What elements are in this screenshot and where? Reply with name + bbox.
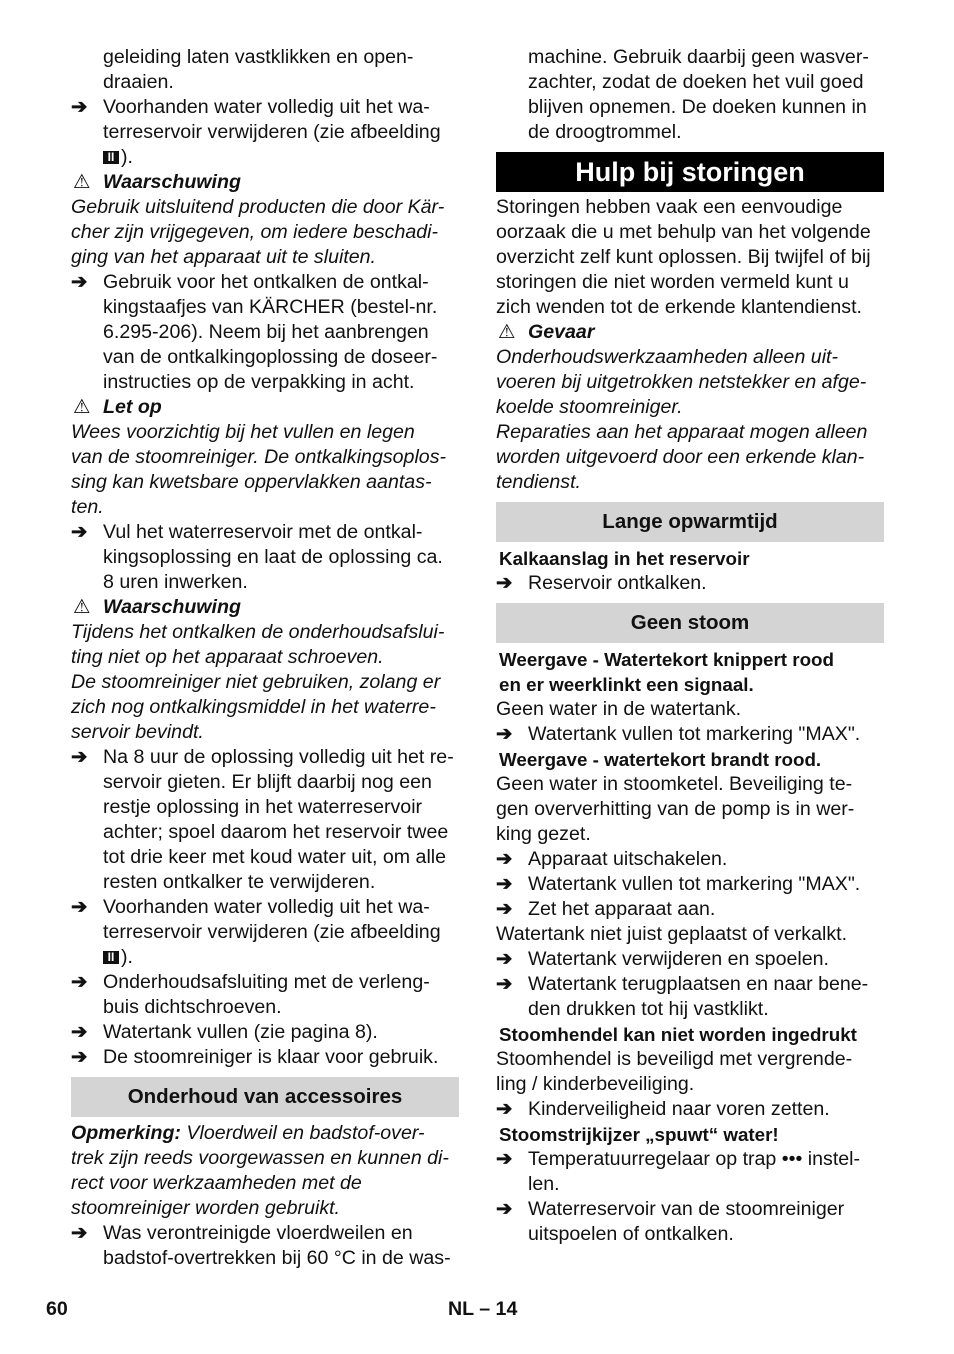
figure-reference-badge: II <box>103 151 119 164</box>
text-line: kingsoplossing en laat de oplossing ca. <box>103 546 443 568</box>
arrow-right-icon: ➔ <box>496 973 513 995</box>
note-line <box>71 1121 459 1146</box>
text-line: Watertank niet juist geplaatst of verkalkt. <box>496 923 848 945</box>
instruction-step <box>71 95 459 170</box>
left-column <box>71 45 459 1271</box>
text-line: Geen water in stoomketel. Beveiliging te- <box>496 773 853 795</box>
arrow-right-icon: ➔ <box>71 1021 88 1043</box>
instruction-step <box>496 847 884 872</box>
text-line: badstof-overtrekken bij 60 °C in de was- <box>103 1247 451 1269</box>
text-line: achter; spoel daarom het reservoir twee <box>103 821 449 843</box>
instruction-step <box>496 1147 884 1197</box>
page-number: 60 <box>46 1298 68 1320</box>
warning-heading <box>71 595 459 620</box>
instruction-step <box>496 947 884 972</box>
text-line: Onderhoudsafsluiting met de verleng- <box>103 971 430 993</box>
text-line: rect voor werkzaamheden met de <box>71 1172 362 1194</box>
instruction-step <box>71 1221 459 1271</box>
text-line: Voorhanden water volledig uit het wa- <box>103 896 430 918</box>
text-line: gen oververhitting van de pomp is in wer- <box>496 798 855 820</box>
text-line: overzicht zelf kunt oplossen. Bij twijfel of bij <box>496 246 871 268</box>
text-line: Kinderveiligheid naar voren zetten. <box>528 1098 830 1120</box>
text-line: Stoomhendel is beveiligd met vergrende- <box>496 1048 853 1070</box>
chapter-heading-storingen: Hulp bij storingen <box>496 152 884 192</box>
arrow-right-icon: ➔ <box>71 971 88 993</box>
problem-heading: Weergave - Watertekort knippert rood <box>499 649 834 670</box>
text-line: zachter, zodat de doeken het vuil goed <box>528 71 864 93</box>
warning-title: Waarschuwing <box>103 596 241 618</box>
text-line: voeren bij uitgetrokken netstekker en afge- <box>496 371 867 393</box>
warning-heading <box>71 170 459 195</box>
text-line: den drukken tot hij vastklikt. <box>528 998 769 1020</box>
text-line: geleiding laten vastklikken en open- <box>103 46 414 68</box>
arrow-right-icon: ➔ <box>496 948 513 970</box>
text-line: worden uitgevoerd door een erkende klan- <box>496 446 865 468</box>
problem-heading: Kalkaanslag in het reservoir <box>499 548 750 569</box>
problem-heading: Stoomstrijkijzer „spuwt“ water! <box>499 1124 779 1145</box>
text-line: Watertank terugplaatsen en naar bene- <box>528 973 869 995</box>
text-line: instructies op de verpakking in acht. <box>103 371 415 393</box>
caution-title: Let op <box>103 396 162 418</box>
text-line <box>103 945 459 970</box>
text-line: Onderhoudswerkzaamheden alleen uit- <box>496 346 839 368</box>
text-line: Was verontreinigde vloerdweilen en <box>103 1222 413 1244</box>
instruction-step <box>496 897 884 922</box>
text-line: Gebruik voor het ontkalken de ontkal- <box>103 271 429 293</box>
text-line: buis dichtschroeven. <box>103 996 282 1018</box>
text-line: 6.295-206). Neem bij het aanbrengen <box>103 321 429 343</box>
arrow-right-icon: ➔ <box>71 521 88 543</box>
warning-icon: ⚠ <box>498 321 516 343</box>
text-line: Temperatuurregelaar op trap ••• instel- <box>528 1148 861 1170</box>
warning-icon: ⚠ <box>73 396 91 418</box>
arrow-right-icon: ➔ <box>496 723 513 745</box>
text-line: len. <box>528 1173 560 1195</box>
text-line: ten. <box>71 496 104 518</box>
right-column <box>496 45 884 1247</box>
text-line: storingen die niet worden vermeld kunt u <box>496 271 849 293</box>
arrow-right-icon: ➔ <box>71 746 88 768</box>
section-heading-opwarmtijd: Lange opwarmtijd <box>496 502 884 542</box>
instruction-step <box>496 722 884 747</box>
instruction-step <box>71 520 459 595</box>
text-line: ging van het apparaat uit te sluiten. <box>71 246 377 268</box>
text-line: stoomreiniger worden gebruikt. <box>71 1197 341 1219</box>
text-line: koelde stoomreiniger. <box>496 396 683 418</box>
text-fragment: Vloerdweil en badstof-over- <box>180 1122 425 1144</box>
text-line: Reparaties aan het apparaat mogen alleen <box>496 421 868 443</box>
instruction-step <box>496 1097 884 1122</box>
text-line: terreservoir verwijderen (zie afbeelding <box>103 921 441 943</box>
instruction-step <box>496 1197 884 1247</box>
text-line: zich wenden tot de erkende klantendienst. <box>496 296 862 318</box>
instruction-step <box>496 45 884 145</box>
instruction-step <box>496 872 884 897</box>
warning-title: Waarschuwing <box>103 171 241 193</box>
text-fragment: ). <box>121 946 133 968</box>
arrow-right-icon: ➔ <box>71 1046 88 1068</box>
text-line: draaien. <box>103 71 174 93</box>
figure-reference-badge: II <box>103 951 119 964</box>
text-line: tot drie keer met koud water uit, om alle <box>103 846 447 868</box>
instruction-step <box>71 1045 459 1070</box>
text-line: resten ontkalker te verwijderen. <box>103 871 376 893</box>
text-line: kingstaafjes van KÄRCHER (bestel-nr. <box>103 296 438 318</box>
text-line: Waterreservoir van de stoomreiniger <box>528 1198 845 1220</box>
text-line: van de ontkalkingoplossing de doseer- <box>103 346 438 368</box>
warning-icon: ⚠ <box>73 171 91 193</box>
text-line: Reservoir ontkalken. <box>528 572 707 594</box>
problem-heading: Weergave - watertekort brandt rood. <box>499 749 822 770</box>
instruction-step <box>496 972 884 1022</box>
arrow-right-icon: ➔ <box>496 1098 513 1120</box>
text-line: machine. Gebruik daarbij geen wasver- <box>528 46 869 68</box>
instruction-step <box>496 571 884 596</box>
text-fragment: ). <box>121 146 133 168</box>
arrow-right-icon: ➔ <box>71 271 88 293</box>
text-line: blijven opnemen. De doeken kunnen in <box>528 96 867 118</box>
text-line: Wees voorzichtig bij het vullen en legen <box>71 421 415 443</box>
text-line: Watertank vullen tot markering "MAX". <box>528 873 861 895</box>
instruction-step <box>71 270 459 395</box>
text-line: De stoomreiniger is klaar voor gebruik. <box>103 1046 439 1068</box>
warning-icon: ⚠ <box>73 596 91 618</box>
instruction-step <box>71 895 459 970</box>
arrow-right-icon: ➔ <box>496 1148 513 1170</box>
problem-heading: Stoomhendel kan niet worden ingedrukt <box>499 1024 857 1045</box>
arrow-right-icon: ➔ <box>71 96 88 118</box>
text-line: Zet het apparaat aan. <box>528 898 716 920</box>
text-line: Geen water in de watertank. <box>496 698 742 720</box>
text-line: de droogtrommel. <box>528 121 682 143</box>
caution-heading <box>71 395 459 420</box>
instruction-step <box>71 1020 459 1045</box>
arrow-right-icon: ➔ <box>496 572 513 594</box>
text-line <box>103 145 459 170</box>
text-line: Na 8 uur de oplossing volledig uit het re- <box>103 746 454 768</box>
text-line: trek zijn reeds voorgewassen en kunnen di- <box>71 1147 449 1169</box>
text-line: Gebruik uitsluitend producten die door Kär- <box>71 196 445 218</box>
arrow-right-icon: ➔ <box>496 848 513 870</box>
text-line: restje oplossing in het waterreservoir <box>103 796 423 818</box>
arrow-right-icon: ➔ <box>71 896 88 918</box>
danger-heading <box>496 320 884 345</box>
note-label: Opmerking: <box>71 1122 181 1144</box>
text-line: king gezet. <box>496 823 591 845</box>
section-heading-geen-stoom: Geen stoom <box>496 603 884 643</box>
text-line: Storingen hebben vaak een eenvoudige <box>496 196 843 218</box>
text-line: Watertank verwijderen en spoelen. <box>528 948 829 970</box>
text-line: servoir gieten. Er blijft daarbij nog een <box>103 771 432 793</box>
text-line: Watertank vullen tot markering "MAX". <box>528 723 861 745</box>
arrow-right-icon: ➔ <box>496 1198 513 1220</box>
text-line: zich nog ontkalkingsmiddel in het waterre- <box>71 696 436 718</box>
page-code: NL – 14 <box>448 1298 518 1320</box>
text-line: De stoomreiniger niet gebruiken, zolang er <box>71 671 441 693</box>
arrow-right-icon: ➔ <box>71 1222 88 1244</box>
problem-heading: en er weerklinkt een signaal. <box>499 674 754 695</box>
text-line: sing kan kwetsbare oppervlakken aantas- <box>71 471 432 493</box>
text-line: ting niet op het apparaat schroeven. <box>71 646 384 668</box>
text-line: Vul het waterreservoir met de ontkal- <box>103 521 423 543</box>
text-line: ling / kinderbeveiliging. <box>496 1073 695 1095</box>
text-line: oorzaak die u met behulp van het volgende <box>496 221 871 243</box>
instruction-step <box>71 970 459 1020</box>
instruction-step <box>71 45 459 95</box>
text-line: Apparaat uitschakelen. <box>528 848 728 870</box>
text-line: 8 uren inwerken. <box>103 571 248 593</box>
text-line: Tijdens het ontkalken de onderhoudsafslui- <box>71 621 445 643</box>
text-line: Watertank vullen (zie pagina 8). <box>103 1021 378 1043</box>
danger-title: Gevaar <box>528 321 595 343</box>
text-line: cher zijn vrijgegeven, om iedere beschadi- <box>71 221 439 243</box>
text-line: van de stoomreiniger. De ontkalkingsoplos- <box>71 446 447 468</box>
arrow-right-icon: ➔ <box>496 898 513 920</box>
instruction-step <box>71 745 459 895</box>
text-line: Voorhanden water volledig uit het wa- <box>103 96 430 118</box>
text-line: uitspoelen of ontkalken. <box>528 1223 734 1245</box>
text-line: tendienst. <box>496 471 581 493</box>
section-heading-accessoires: Onderhoud van accessoires <box>71 1077 459 1117</box>
text-line: terreservoir verwijderen (zie afbeelding <box>103 121 441 143</box>
text-line: servoir bevindt. <box>71 721 204 743</box>
arrow-right-icon: ➔ <box>496 873 513 895</box>
